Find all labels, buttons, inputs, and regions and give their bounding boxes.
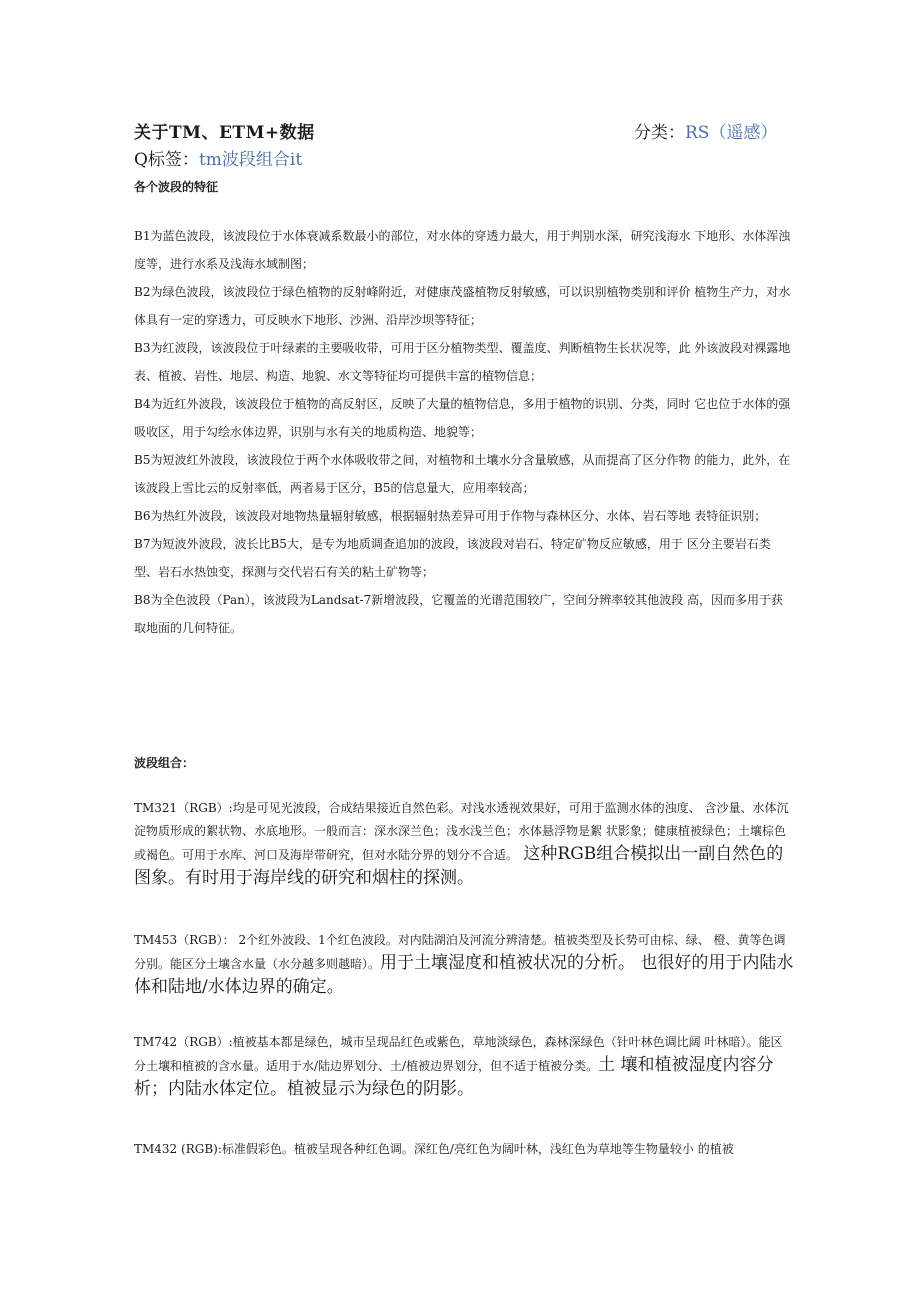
combo-highlight: 用于土壤湿度和植被状况的分析。 也很好的用于内陆水体和陆地/水体边界的确定。: [134, 953, 794, 997]
combo-item: [134, 1137, 794, 1161]
band-item: B1为蓝色波段，该波段位于水体衰减系数最小的部位，对水体的穿透力最大，用于判别水深，研究浅海水 下地形、水体浑浊度等，进行水系及浅海水域制图；: [134, 229, 791, 271]
combo-item: [134, 797, 794, 891]
band-list: [134, 222, 794, 642]
tags-label: Q标签：: [134, 150, 199, 170]
combos-heading: 波段组合：: [134, 756, 195, 770]
page-title: 关于TM、ETM+数据: [134, 123, 315, 143]
tags: [134, 145, 302, 170]
combo-text: TM432 (RGB):标准假彩色。植被呈现各种红色调。深红色/亮红色为阔叶林，浅红色为草地等生物量较小 的植被: [134, 1142, 734, 1156]
combo-text: TM321（RGB）:均是可见光波段，合成结果接近自然色彩。对浅水透视效果好，可用于监测水体的浊度、 含沙量、水体沉淀物质形成的絮状物、水底地形。一般而言：深水深兰色；浅水浅兰色；水体悬浮物是絮 状影象；健康植被绿色；土壤棕色或褐色。可用于水库、河口及海岸带研究，但对水陆分界的划分不合适。: [134, 801, 789, 862]
tag-link[interactable]: tm波段组合it: [198, 150, 303, 170]
band-item: B6为热红外波段，该波段对地物热量辐射敏感，根据辐射热差异可用于作物与森林区分、水体、岩石等地 表特征识别；: [134, 509, 767, 523]
band-item: B8为全色波段（Pan），该波段为Landsat-7新增波段，它覆盖的光谱范围较广，空间分辨率较其他波段 高，因而多用于获取地面的几何特征。: [134, 593, 784, 635]
combo-item: [134, 1031, 794, 1102]
combo-highlight: 这种RGB组合模拟出一副自然色的图象。有时用于海岸线的研究和烟柱的探测。: [134, 844, 784, 888]
band-item: B2为绿色波段，该波段位于绿色植物的反射峰附近，对健康茂盛植物反射敏感，可以识别植物类别和评价 植物生产力，对水体具有一定的穿透力，可反映水下地形、沙洲、沿岸沙坝等特征；: [134, 285, 791, 327]
category: [634, 118, 777, 143]
band-item: B4为近红外波段，该波段位于植物的高反射区，反映了大量的植物信息，多用于植物的识别、分类，同时 它也位于水体的强吸收区，用于勾绘水体边界，识别与水有关的地质构造、地貌等；: [134, 397, 791, 439]
bands-heading: 各个波段的特征: [134, 180, 219, 194]
combo-item: [134, 929, 794, 1000]
combo-text: TM742（RGB）:植被基本都是绿色，城市呈现品红色或紫色，草地淡绿色，森林深绿色（针叶林色调比阔 叶林暗）。能区分土壤和植被的含水量。适用于水/陆边界划分、土/植被边界划分，但不适于植被分类。: [134, 1035, 783, 1073]
combo-text: TM453（RGB）： 2个红外波段、1个红色波段。对内陆湖泊及河流分辨清楚。植被类型及长势可由棕、绿、 橙、黄等色调分别。能区分土壤含水量（水分越多则越暗）。: [134, 933, 786, 971]
band-item: B3为红波段，该波段位于叶绿素的主要吸收带，可用于区分植物类型、覆盖度、判断植物生长状况等，此 外该波段对裸露地表、植被、岩性、地层、构造、地貌、水文等特征均可提供丰富的植物信息；: [134, 341, 791, 383]
category-link[interactable]: RS（遥感）: [685, 123, 778, 143]
band-item: B7为短波外波段，波长比B5大，是专为地质调查追加的波段，该波段对岩石、特定矿物反应敏感，用于 区分主要岩石类型、岩石水热蚀变，探测与交代岩石有关的粘土矿物等；: [134, 537, 771, 579]
combo-highlight: 土 壤和植被湿度内容分析；内陆水体定位。植被显示为绿色的阴影。: [134, 1055, 774, 1099]
band-item: B5为短波红外波段，该波段位于两个水体吸收带之间，对植物和土壤水分含量敏感，从而提高了区分作物 的能力，此外，在该波段上雪比云的反射率低，两者易于区分，B5的信息量大，应用率较高；: [134, 453, 791, 495]
category-label: 分类：: [634, 123, 685, 143]
